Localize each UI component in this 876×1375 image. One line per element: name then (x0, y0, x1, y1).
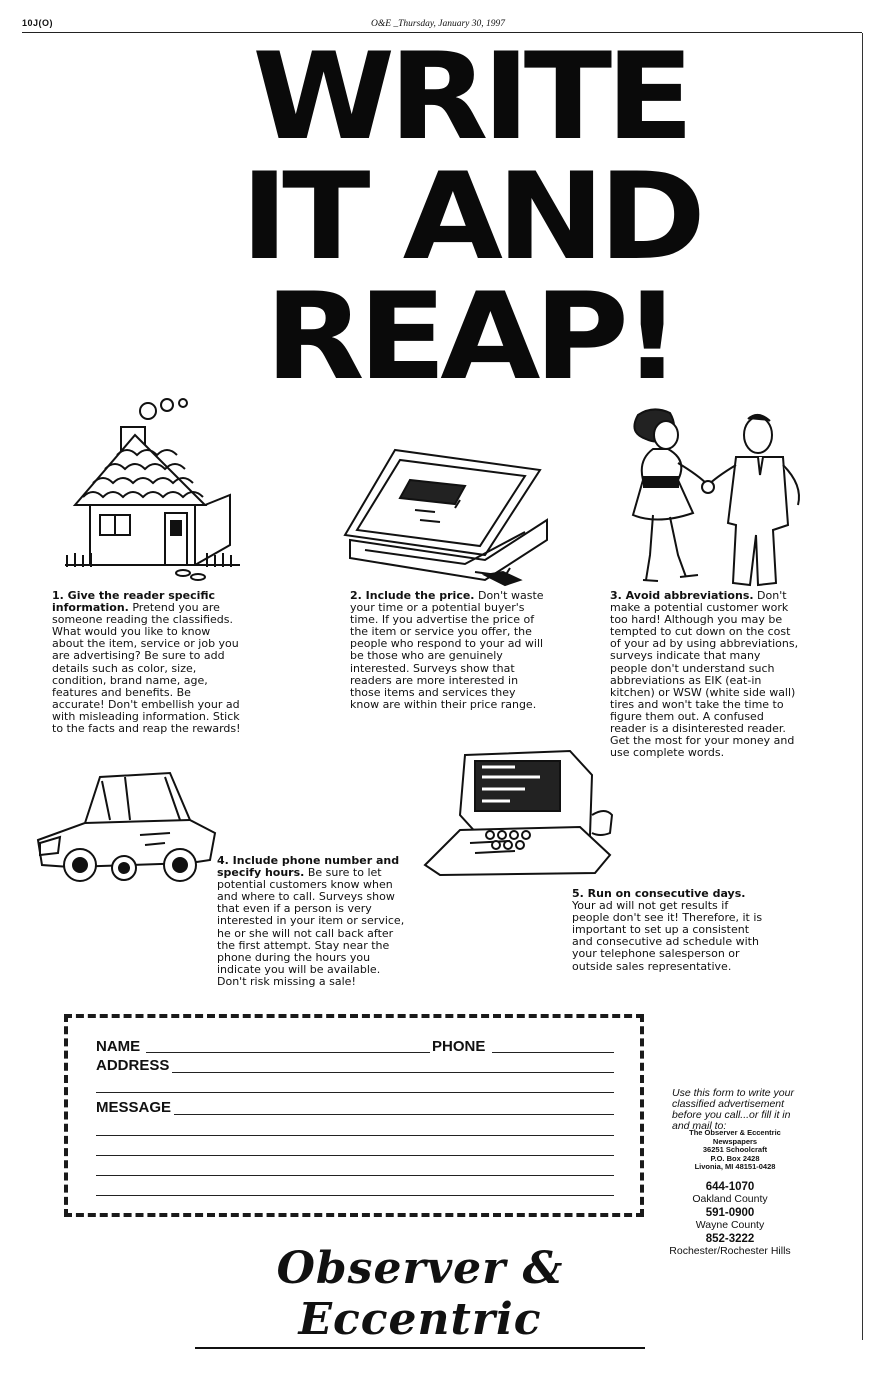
tip-5-title: 5. Run on consecutive days. (572, 887, 746, 900)
tip-4-body: Be sure to let potential customers know when and where to call. Surveys show that even if a person is very interested in your item or service, he or she will not call back after the first attempt. Stay near the phone during the hours you indicate you will be available. Don't risk missing a sale! (217, 866, 405, 988)
tip-4 (217, 855, 407, 988)
tip-3-body: Don't make a potential customer work too hard! Although you may be tempted to cut down on the cost of your ad by using abbreviations, surveys indicate that many people don't understand such abbreviations as EIK (eat-in kitchen) or WSW (white side wall) tires and won't take the time to figure them out. A confused reader is a disinterested reader. Get the most for your money and use complete words. (610, 589, 799, 760)
car-illustration (30, 765, 220, 895)
house-illustration (55, 395, 245, 585)
tip-2-title: 2. Include the price. (350, 589, 475, 602)
message-field-line-5[interactable] (96, 1179, 614, 1196)
address-label: ADDRESS (96, 1057, 170, 1074)
tip-4-title: 4. Include phone number and specify hours. (217, 854, 400, 880)
phone-label-wayne: Wayne County (695, 1219, 765, 1231)
name-field[interactable] (146, 1036, 430, 1053)
observer-eccentric-logo: Observer & Eccentric (195, 1243, 645, 1349)
phone-number-oakland: 644-1070 (705, 1181, 755, 1193)
tip-5-body: Your ad will not get results if people don't see it! Therefore, it is important to set up a consistent and consecutive ad schedule with your telephone salesperson or outside sales representative. (572, 899, 763, 973)
message-field-line-3[interactable] (96, 1139, 614, 1156)
headline-line-2: IT AND (240, 148, 700, 287)
phone-directory (660, 1181, 800, 1257)
name-label: NAME (96, 1038, 141, 1055)
phone-field[interactable] (492, 1036, 614, 1053)
address-line-4: P.O. Box 2428 (710, 1153, 760, 1163)
form-instructions: Use this form to write your classified advertisement before you call...or fill it in and mail to: (672, 1087, 794, 1132)
tip-1-title: 1. Give the reader specific information. (52, 589, 216, 615)
tip-3-title: 3. Avoid abbreviations. (610, 589, 754, 602)
phone-label-oakland: Oakland County (692, 1193, 768, 1205)
message-field-line-4[interactable] (96, 1159, 614, 1176)
message-field-line-2[interactable] (96, 1119, 614, 1136)
tip-5 (572, 888, 767, 973)
address-field[interactable] (172, 1056, 614, 1073)
briefcase-illustration (335, 440, 550, 585)
tip-2-body: Don't waste your time or a potential buyer's time. If you advertise the price of the item or service you offer, the people who respond to your ad will be those who are genuinely interested. Surveys show that readers are more interested in those items and services they know are within their price range. (350, 589, 544, 711)
headline-line-1: WRITE (252, 28, 688, 167)
computer-illustration (420, 745, 620, 880)
dateline: O&E _Thursday, January 30, 1997 (370, 19, 506, 29)
tip-1-body: Pretend you are someone reading the classifieds. What would you like to know about the item, service or job you are advertising? Be sure to add details such as color, size, condition, brand name, age, features and benefits. Be accurate! Don't embellish your ad with misleading information. Stick to the facts and reap the rewards! (52, 601, 241, 736)
phone-label: PHONE (432, 1038, 486, 1055)
address-line-5: Livonia, MI 48151-0428 (694, 1162, 776, 1172)
mailing-address (670, 1129, 800, 1172)
page-folio: 10J(O) (22, 18, 54, 28)
phone-number-wayne: 591-0900 (705, 1207, 755, 1219)
phone-number-rochester: 852-3222 (705, 1233, 755, 1245)
tip-1 (52, 590, 242, 735)
couple-illustration (608, 405, 818, 590)
address-line-1: The Observer & Eccentric (689, 1128, 781, 1137)
message-label: MESSAGE (96, 1099, 172, 1116)
phone-label-rochester: Rochester/Rochester Hills (669, 1245, 791, 1257)
tip-2 (350, 590, 545, 711)
message-field[interactable] (174, 1098, 614, 1115)
address-field-line-2[interactable] (96, 1076, 614, 1093)
address-line-2: Newspapers (712, 1136, 758, 1146)
tip-3 (610, 590, 800, 759)
address-line-3: 36251 Schoolcraft (702, 1145, 768, 1155)
headline-line-3: REAP! (264, 268, 676, 407)
